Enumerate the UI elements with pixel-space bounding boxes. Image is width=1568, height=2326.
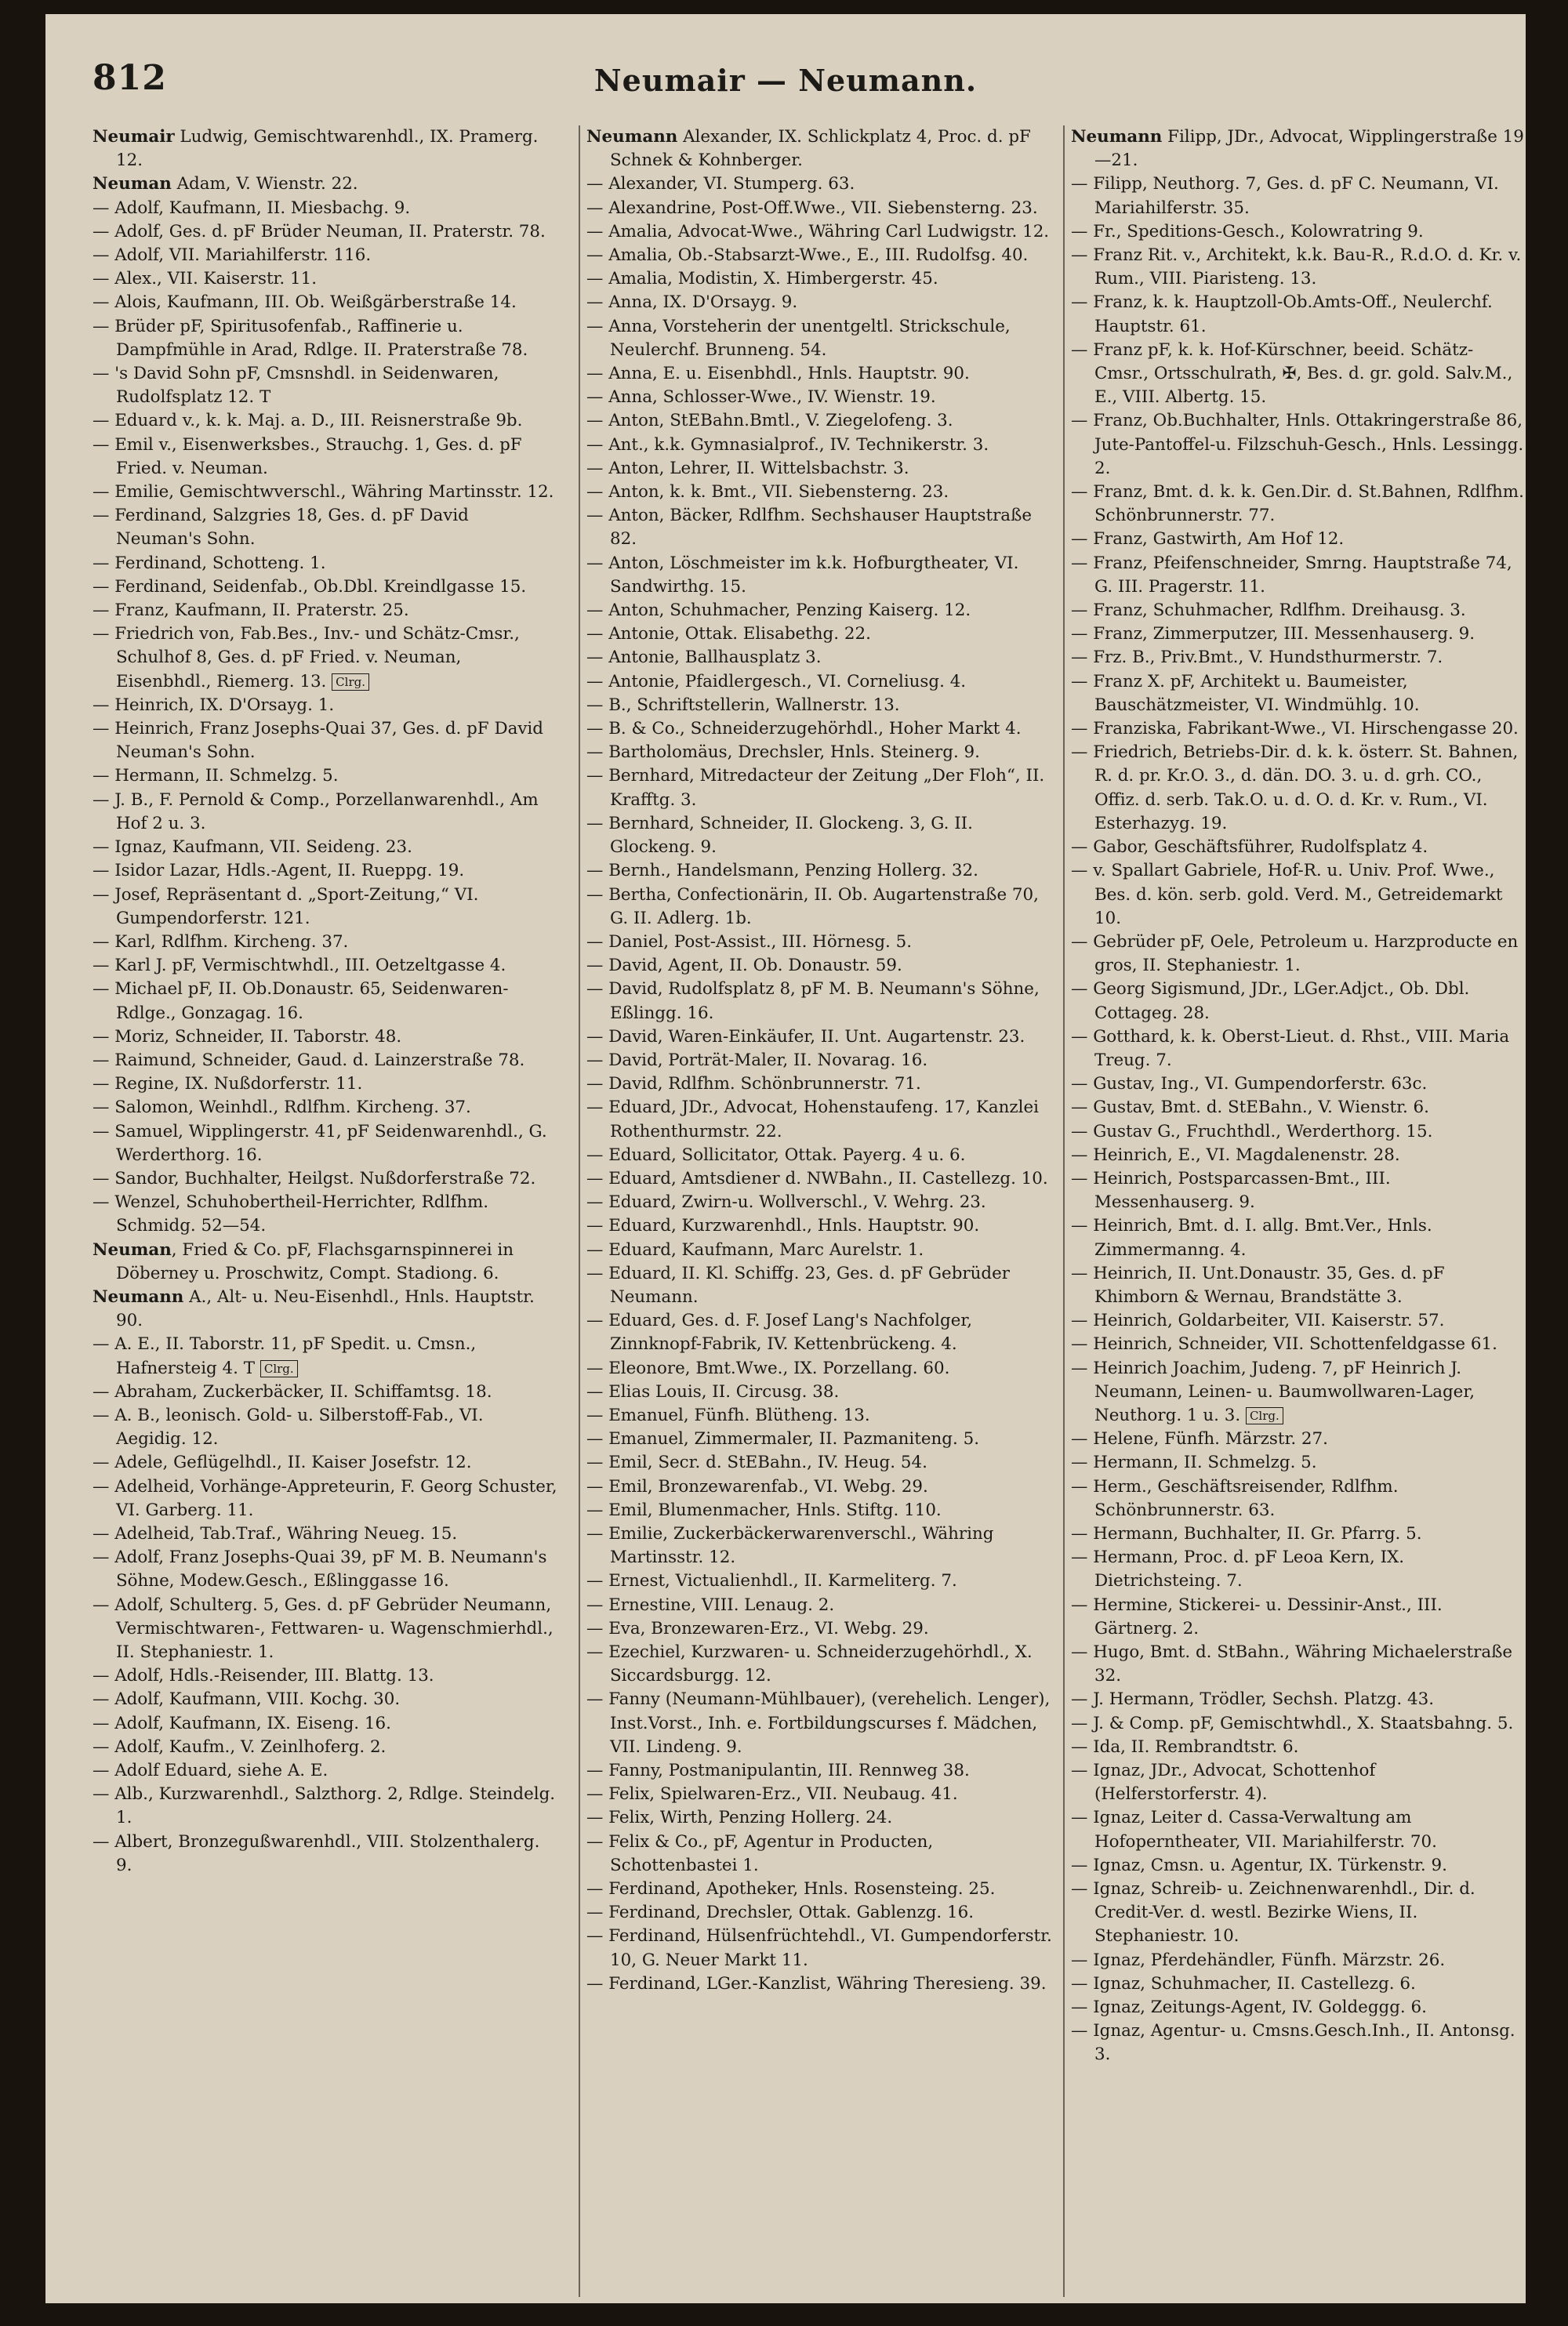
directory-entry: — Adelheid, Tab.Traf., Währing Neueg. 15. xyxy=(93,1523,458,1544)
directory-entry: — Elias Louis, II. Circusg. 38. xyxy=(586,1381,840,1402)
directory-entry: — Ignaz, Leiter d. Cassa-Verwaltung am Hofoperntheater, VII. Mariahilferstr. 70. xyxy=(1071,1808,1437,1852)
directory-entry: — Ida, II. Rembrandtstr. 6. xyxy=(1071,1736,1299,1757)
directory-entry: — Amalia, Ob.-Stabsarzt-Wwe., E., III. Rudolfsg. 40. xyxy=(586,245,1029,266)
directory-entry: — Franz, Kaufmann, II. Praterstr. 25. xyxy=(93,601,409,621)
directory-entry: — Hermann, II. Schmelzg. 5. xyxy=(1071,1453,1317,1473)
directory-entry: — J. B., F. Pernold & Comp., Porzellanwarenhdl., Am Hof 2 u. 3. xyxy=(93,789,539,833)
directory-entry: — Emilie, Zuckerbäckerwarenverschl., Währing Martinsstr. 12. xyxy=(586,1523,994,1568)
directory-entry: — Heinrich, IX. D'Orsayg. 1. xyxy=(93,695,335,715)
directory-entry: Neuman, Fried & Co. pF, Flachsgarnspinnerei in Döberney u. Proschwitz, Compt. Stadiong. 6. xyxy=(93,1239,514,1283)
directory-entry: — Salomon, Weinhdl., Rdlfhm. Kircheng. 37. xyxy=(93,1098,471,1118)
directory-entry: — Heinrich, Bmt. d. I. allg. Bmt.Ver., Hnls. Zimmermanng. 4. xyxy=(1071,1216,1432,1260)
directory-entry: — Eduard, II. Kl. Schiffg. 23, Ges. d. pF Gebrüder Neumann. xyxy=(586,1263,1010,1307)
directory-entry: — Gustav G., Fruchthdl., Werderthorg. 15. xyxy=(1071,1121,1433,1141)
directory-entry: — Emilie, Gemischtwverschl., Währing Martinsstr. 12. xyxy=(93,482,554,503)
directory-entry: — Franz pF, k. k. Hof-Kürschner, beeid. Schätz-Cmsr., Ortsschulrath, ✠, Bes. d. gr. gold. Salv.M., E., VIII. Albertg. 15. xyxy=(1071,339,1513,408)
directory-entry: — Ferdinand, Drechsler, Ottak. Gablenzg. 16. xyxy=(586,1903,975,1923)
directory-entry: — Fr., Speditions-Gesch., Kolowratring 9. xyxy=(1071,221,1424,241)
clrg-badge: Clrg. xyxy=(1246,1407,1283,1424)
directory-entry: — Ferdinand, Schotteng. 1. xyxy=(93,553,326,573)
directory-entry: — A. E., II. Taborstr. 11, pF Spedit. u. Cmsn., Hafnersteig 4. T Clrg. xyxy=(93,1334,477,1378)
directory-entry: Neumann A., Alt- u. Neu-Eisenhdl., Hnls. Hauptstr. 90. xyxy=(93,1286,535,1331)
directory-entry: — Alexander, VI. Stumperg. 63. xyxy=(586,174,855,194)
directory-entry: — Eleonore, Bmt.Wwe., IX. Porzellang. 60. xyxy=(586,1358,950,1378)
directory-entry: — Franziska, Fabrikant-Wwe., VI. Hirschengasse 20. xyxy=(1071,719,1519,739)
directory-entry: — Adolf, Kaufmann, IX. Eiseng. 16. xyxy=(93,1713,391,1733)
directory-entry: — Ignaz, Schreib- u. Zeichnenwarenhdl., Dir. d. Credit-Ver. d. westl. Bezirke Wiens, II. Stephaniestr. 10. xyxy=(1071,1879,1475,1947)
directory-entry: — Daniel, Post-Assist., III. Hörnesg. 5. xyxy=(586,931,913,952)
directory-entry: — J. & Comp. pF, Gemischtwhdl., X. Staatsbahng. 5. xyxy=(1071,1713,1514,1733)
directory-entry: — Emil, Blumenmacher, Hnls. Stiftg. 110. xyxy=(586,1500,942,1520)
directory-entry: — David, Agent, II. Ob. Donaustr. 59. xyxy=(586,956,902,976)
directory-entry: — Sandor, Buchhalter, Heilgst. Nußdorferstraße 72. xyxy=(93,1168,536,1188)
directory-entry: — Adelheid, Vorhänge-Appreteurin, F. Georg Schuster, VI. Garberg. 11. xyxy=(93,1476,557,1520)
directory-entry: — David, Rudolfsplatz 8, pF M. B. Neumann's Söhne, Eßlingg. 16. xyxy=(586,979,1040,1023)
directory-entry: — Adolf, Kaufmann, II. Miesbachg. 9. xyxy=(93,198,411,218)
directory-entry: — Wenzel, Schuhobertheil-Herrichter, Rdlfhm. Schmidg. 52—54. xyxy=(93,1192,489,1236)
directory-entry: — Abraham, Zuckerbäcker, II. Schiffamtsg. 18. xyxy=(93,1381,492,1402)
directory-entry: — Adele, Geflügelhdl., II. Kaiser Josefstr. 12. xyxy=(93,1453,472,1473)
directory-entry: — Bernhard, Schneider, II. Glockeng. 3, G. II. Glockeng. 9. xyxy=(586,813,973,858)
directory-entry: — Brüder pF, Spiritusofenfab., Raffinerie u. Dampfmühle in Arad, Rdlge. II. Praterstraße 78. xyxy=(93,316,528,360)
directory-entry: — Ignaz, Agentur- u. Cmsns.Gesch.Inh., II. Antonsg. 3. xyxy=(1071,2021,1515,2065)
directory-entry: — Herm., Geschäftsreisender, Rdlfhm. Schönbrunnerstr. 63. xyxy=(1071,1476,1399,1520)
directory-entry: — Eva, Bronzewaren-Erz., VI. Webg. 29. xyxy=(586,1618,929,1638)
directory-entry: — Adolf, Kaufmann, VIII. Kochg. 30. xyxy=(93,1689,401,1710)
directory-entry: — Alois, Kaufmann, III. Ob. Weißgärberstraße 14. xyxy=(93,292,517,313)
directory-entry: — David, Waren-Einkäufer, II. Unt. Augartenstr. 23. xyxy=(586,1026,1025,1047)
directory-entry: — Emil, Secr. d. StEBahn., IV. Heug. 54. xyxy=(586,1453,927,1473)
directory-entry: — Ernestine, VIII. Lenaug. 2. xyxy=(586,1595,835,1615)
directory-entry: — Albert, Bronzegußwarenhdl., VIII. Stolzenthalerg. 9. xyxy=(93,1831,540,1875)
directory-entry: — Adolf, Hdls.-Reisender, III. Blattg. 13. xyxy=(93,1666,434,1686)
directory-entry: — Ignaz, Kaufmann, VII. Seideng. 23. xyxy=(93,837,412,858)
directory-entry: — Ferdinand, LGer.-Kanzlist, Währing Theresieng. 39. xyxy=(586,1973,1047,1994)
directory-entry: — Isidor Lazar, Hdls.-Agent, II. Rueppg. 19. xyxy=(93,861,465,881)
directory-entry: — Franz, Gastwirth, Am Hof 12. xyxy=(1071,529,1345,550)
directory-entry: — Gabor, Geschäftsführer, Rudolfsplatz 4. xyxy=(1071,837,1428,858)
directory-entry: — Gustav, Bmt. d. StEBahn., V. Wienstr. 6. xyxy=(1071,1098,1429,1118)
directory-entry: — Friedrich, Betriebs-Dir. d. k. k. österr. St. Bahnen, R. d. pr. Kr.O. 3., d. dän. DO. 3. u. d. grh. CO., Offiz. d. serb. Tak.O. u. d. O. d. Kr. v. Rum., VI. Esterhazyg. 19. xyxy=(1071,742,1519,833)
directory-entry: Neumann Alexander, IX. Schlickplatz 4, Proc. d. pF Schnek & Kohnberger. xyxy=(586,127,1031,171)
directory-column-1 xyxy=(93,125,558,1878)
directory-entry: Neumann Filipp, JDr., Advocat, Wipplingerstraße 19—21. xyxy=(1071,127,1524,171)
directory-entry: — Michael pF, II. Ob.Donaustr. 65, Seidenwaren-Rdlge., Gonzagag. 16. xyxy=(93,979,509,1023)
page-number: 812 xyxy=(93,58,167,98)
directory-entry: — Emil, Bronzewarenfab., VI. Webg. 29. xyxy=(586,1476,928,1497)
directory-entry: — Franz, Zimmerputzer, III. Messenhauserg. 9. xyxy=(1071,624,1475,644)
directory-entry: — Adolf, Schulterg. 5, Ges. d. pF Gebrüder Neumann, Vermischtwaren-, Fettwaren- u. Wagenschmierhdl., II. Stephaniestr. 1. xyxy=(93,1595,554,1662)
directory-entry: — Alexandrine, Post-Off.Wwe., VII. Siebensterng. 23. xyxy=(586,198,1038,218)
directory-entry: — Adolf Eduard, siehe A. E. xyxy=(93,1761,328,1781)
directory-entry: — J. Hermann, Trödler, Sechsh. Platzg. 43. xyxy=(1071,1689,1435,1710)
directory-entry: — Fanny, Postmanipulantin, III. Rennweg 38. xyxy=(586,1761,970,1781)
directory-entry: — Adolf, Franz Josephs-Quai 39, pF M. B. Neumann's Söhne, Modew.Gesch., Eßlinggasse 16. xyxy=(93,1548,547,1591)
directory-entry: Neuman Adam, V. Wienstr. 22. xyxy=(93,174,358,194)
directory-entry: — 's David Sohn pF, Cmsnshdl. in Seidenwaren, Rudolfsplatz 12. T xyxy=(93,364,499,408)
directory-entry: — Anton, Schuhmacher, Penzing Kaiserg. 12. xyxy=(586,601,971,621)
directory-entry: — Antonie, Pfaidlergesch., VI. Corneliusg. 4. xyxy=(586,671,967,691)
directory-entry: — Adolf, Kaufm., V. Zeinlhoferg. 2. xyxy=(93,1736,387,1757)
directory-entry: — Filipp, Neuthorg. 7, Ges. d. pF C. Neumann, VI. Mariahilferstr. 35. xyxy=(1071,174,1499,218)
directory-entry: — Emanuel, Zimmermaler, II. Pazmaniteng. 5. xyxy=(586,1429,979,1450)
directory-entry: — Felix, Spielwaren-Erz., VII. Neubaug. 41. xyxy=(586,1784,958,1805)
directory-entry: — Bartholomäus, Drechsler, Hnls. Steinerg. 9. xyxy=(586,742,980,763)
directory-entry: — Gebrüder pF, Oele, Petroleum u. Harzproducte en gros, II. Stephaniestr. 1. xyxy=(1071,931,1519,976)
directory-entry: — David, Rdlfhm. Schönbrunnerstr. 71. xyxy=(586,1074,921,1094)
directory-entry: — Franz, Ob.Buchhalter, Hnls. Ottakringerstraße 86, Jute-Pantoffel-u. Filzschuh-Gesch., Hnls. Lessingg. 2. xyxy=(1071,411,1524,478)
directory-entry: — Ignaz, Pferdehändler, Fünfh. Märzstr. 26. xyxy=(1071,1950,1446,1970)
directory-entry: — Anton, Lehrer, II. Wittelsbachstr. 3. xyxy=(586,458,909,478)
directory-entry: — Franz Rit. v., Architekt, k.k. Bau-R., R.d.O. d. Kr. v. Rum., VIII. Piaristeng. 13. xyxy=(1071,245,1522,289)
directory-entry: — Gotthard, k. k. Oberst-Lieut. d. Rhst., VIII. Maria Treug. 7. xyxy=(1071,1026,1510,1070)
directory-entry: — Franz, Bmt. d. k. k. Gen.Dir. d. St.Bahnen, Rdlfhm. Schönbrunnerstr. 77. xyxy=(1071,482,1524,526)
clrg-badge: Clrg. xyxy=(332,673,369,691)
directory-entry: — Heinrich, Schneider, VII. Schottenfeldgasse 61. xyxy=(1071,1334,1497,1355)
directory-entry: — Bertha, Confectionärin, II. Ob. Augartenstraße 70, G. II. Adlerg. 1b. xyxy=(586,884,1039,928)
directory-entry: — Eduard, Amtsdiener d. NWBahn., II. Castellezg. 10. xyxy=(586,1168,1048,1188)
directory-entry: — Frz. B., Priv.Bmt., V. Hundsthurmerstr. 7. xyxy=(1071,648,1443,668)
directory-entry: — Amalia, Advocat-Wwe., Währing Carl Ludwigstr. 12. xyxy=(586,221,1050,241)
directory-entry: — Samuel, Wipplingerstr. 41, pF Seidenwarenhdl., G. Werderthorg. 16. xyxy=(93,1121,547,1165)
directory-entry: — Ignaz, JDr., Advocat, Schottenhof (Helferstorferstr. 4). xyxy=(1071,1761,1376,1805)
directory-entry: — Franz, k. k. Hauptzoll-Ob.Amts-Off., Neulerchf. Hauptstr. 61. xyxy=(1071,292,1493,336)
directory-entry: — Georg Sigismund, JDr., LGer.Adjct., Ob. Dbl. Cottageg. 28. xyxy=(1071,979,1470,1023)
directory-entry: — Adolf, Ges. d. pF Brüder Neuman, II. Praterstr. 78. xyxy=(93,221,546,241)
directory-entry: — Heinrich, Postsparcassen-Bmt., III. Messenhauserg. 9. xyxy=(1071,1168,1391,1213)
directory-entry: — Josef, Repräsentant d. „Sport-Zeitung,“ VI. Gumpendorferstr. 121. xyxy=(93,884,479,928)
directory-entry: — Ferdinand, Salzgries 18, Ges. d. pF David Neuman's Sohn. xyxy=(93,506,469,550)
directory-entry: — Ferdinand, Seidenfab., Ob.Dbl. Kreindlgasse 15. xyxy=(93,576,527,597)
directory-entry: — Emanuel, Fünfh. Blütheng. 13. xyxy=(586,1405,870,1425)
directory-entry: — Ezechiel, Kurzwaren- u. Schneiderzugehörhdl., X. Siccardsburgg. 12. xyxy=(586,1642,1033,1686)
directory-entry: — Anna, Vorsteherin der unentgeltl. Strickschule, Neulerchf. Brunneng. 54. xyxy=(586,316,1011,360)
directory-entry: — Hermann, II. Schmelzg. 5. xyxy=(93,766,339,786)
directory-entry: — Hermann, Buchhalter, II. Gr. Pfarrg. 5. xyxy=(1071,1523,1422,1544)
directory-entry: — Ant., k.k. Gymnasialprof., IV. Technikerstr. 3. xyxy=(586,434,989,455)
directory-entry: — Amalia, Modistin, X. Himbergerstr. 45. xyxy=(586,269,938,289)
directory-entry: — Heinrich, II. Unt.Donaustr. 35, Ges. d. pF Khimborn & Wernau, Brandstätte 3. xyxy=(1071,1263,1445,1307)
directory-entry: — Heinrich, E., VI. Magdalenenstr. 28. xyxy=(1071,1145,1400,1165)
directory-entry: — Heinrich, Franz Josephs-Quai 37, Ges. d. pF David Neuman's Sohn. xyxy=(93,719,543,763)
directory-column-3 xyxy=(1071,125,1526,2067)
directory-entry: — Heinrich Joachim, Judeng. 7, pF Heinrich J. Neumann, Leinen- u. Baumwollwaren-Lager, Neuthorg. 1 u. 3. Clrg. xyxy=(1071,1358,1475,1425)
directory-entry: — A. B., leonisch. Gold- u. Silberstoff-Fab., VI. Aegidig. 12. xyxy=(93,1405,484,1450)
directory-entry: — Alex., VII. Kaiserstr. 11. xyxy=(93,269,318,289)
directory-entry: — Karl J. pF, Vermischtwhdl., III. Oetzeltgasse 4. xyxy=(93,956,506,976)
directory-entry: — Hermine, Stickerei- u. Dessinir-Anst., III. Gärtnerg. 2. xyxy=(1071,1595,1443,1638)
directory-entry: — Eduard, Sollicitator, Ottak. Payerg. 4 u. 6. xyxy=(586,1145,966,1165)
directory-entry: — Felix & Co., pF, Agentur in Producten, Schottenbastei 1. xyxy=(586,1831,934,1875)
directory-entry: — Franz, Pfeifenschneider, Smrng. Hauptstraße 74, G. III. Pragerstr. 11. xyxy=(1071,553,1512,597)
directory-entry: — Ignaz, Schuhmacher, II. Castellezg. 6. xyxy=(1071,1973,1416,1994)
directory-column-2 xyxy=(586,125,1052,1996)
column-rule xyxy=(579,125,580,2297)
directory-entry: — Bernh., Handelsmann, Penzing Hollerg. 32. xyxy=(586,861,978,881)
directory-entry: — Friedrich von, Fab.Bes., Inv.- und Schätz-Cmsr., Schulhof 8, Ges. d. pF Fried. v. Neuman, Eisenbhdl., Riemerg. 13. Clrg. xyxy=(93,624,520,691)
directory-entry: — Eduard, JDr., Advocat, Hohenstaufeng. 17, Kanzlei Rothenthurmstr. 22. xyxy=(586,1098,1040,1141)
directory-entry: — Eduard, Kurzwarenhdl., Hnls. Hauptstr. 90. xyxy=(586,1216,980,1236)
directory-entry: — v. Spallart Gabriele, Hof-R. u. Univ. Prof. Wwe., Bes. d. kön. serb. gold. Verd. M., Getreidemarkt 10. xyxy=(1071,861,1503,928)
directory-entry: — Regine, IX. Nußdorferstr. 11. xyxy=(93,1074,363,1094)
directory-entry: — Eduard, Ges. d. F. Josef Lang's Nachfolger, Zinnknopf-Fabrik, IV. Kettenbrückeng. 4. xyxy=(586,1311,973,1355)
directory-entry: — Franz, Schuhmacher, Rdlfhm. Dreihausg. 3. xyxy=(1071,601,1466,621)
directory-entry: — Helene, Fünfh. Märzstr. 27. xyxy=(1071,1429,1328,1450)
directory-entry: — B. & Co., Schneiderzugehörhdl., Hoher Markt 4. xyxy=(586,719,1022,739)
directory-entry: — Anton, k. k. Bmt., VII. Siebensterng. 23. xyxy=(586,482,949,503)
directory-entry: — Anna, E. u. Eisenbhdl., Hnls. Hauptstr. 90. xyxy=(586,364,970,384)
directory-entry: — Karl, Rdlfhm. Kircheng. 37. xyxy=(93,931,349,952)
directory-page xyxy=(45,14,1526,2303)
directory-entry: — B., Schriftstellerin, Wallnerstr. 13. xyxy=(586,695,900,715)
directory-entry: — Ernest, Victualienhdl., II. Karmeliterg. 7. xyxy=(586,1571,957,1591)
directory-entry: — Anna, IX. D'Orsayg. 9. xyxy=(586,292,798,313)
directory-entry: Neumair Ludwig, Gemischtwarenhdl., IX. Pramerg. 12. xyxy=(93,127,539,171)
directory-entry: — Eduard, Kaufmann, Marc Aurelstr. 1. xyxy=(586,1239,924,1260)
directory-entry: — Bernhard, Mitredacteur der Zeitung „Der Floh“, II. Krafftg. 3. xyxy=(586,766,1045,810)
column-rule xyxy=(1063,125,1065,2297)
directory-entry: — Franz X. pF, Architekt u. Baumeister, Bauschätzmeister, VI. Windmühlg. 10. xyxy=(1071,671,1420,715)
directory-entry: — Eduard, Zwirn-u. Wollverschl., V. Wehrg. 23. xyxy=(586,1192,986,1213)
directory-entry: — Antonie, Ballhausplatz 3. xyxy=(586,648,822,668)
directory-entry: — Ferdinand, Apotheker, Hnls. Rosensteing. 25. xyxy=(586,1879,996,1900)
directory-entry: — David, Porträt-Maler, II. Novarag. 16. xyxy=(586,1050,928,1070)
directory-entry: — Adolf, VII. Mariahilferstr. 116. xyxy=(93,245,372,266)
directory-entry: — Emil v., Eisenwerksbes., Strauchg. 1, Ges. d. pF Fried. v. Neuman. xyxy=(93,434,522,478)
directory-entry: — Moriz, Schneider, II. Taborstr. 48. xyxy=(93,1026,402,1047)
directory-entry: — Fanny (Neumann-Mühlbauer), (verehelich. Lenger), Inst.Vorst., Inh. e. Fortbildungscurses f. Mädchen, VII. Lindeng. 9. xyxy=(586,1689,1051,1757)
clrg-badge: Clrg. xyxy=(260,1360,298,1377)
directory-entry: — Ferdinand, Hülsenfrüchtehdl., VI. Gumpendorferstr. 10, G. Neuer Markt 11. xyxy=(586,1926,1052,1970)
directory-entry: — Ignaz, Cmsn. u. Agentur, IX. Türkenstr. 9. xyxy=(1071,1855,1447,1875)
directory-entry: — Alb., Kurzwarenhdl., Salzthorg. 2, Rdlge. Steindelg. 1. xyxy=(93,1784,556,1828)
directory-entry: — Gustav, Ing., VI. Gumpendorferstr. 63c. xyxy=(1071,1074,1428,1094)
running-head: Neumair — Neumann. xyxy=(593,63,978,98)
directory-entry: — Felix, Wirth, Penzing Hollerg. 24. xyxy=(586,1808,893,1828)
directory-entry: — Raimund, Schneider, Gaud. d. Lainzerstraße 78. xyxy=(93,1050,525,1070)
directory-entry: — Hugo, Bmt. d. StBahn., Währing Michaelerstraße 32. xyxy=(1071,1642,1513,1686)
directory-entry: — Anton, StEBahn.Bmtl., V. Ziegelofeng. 3. xyxy=(586,411,953,431)
directory-entry: — Anton, Löschmeister im k.k. Hofburgtheater, VI. Sandwirthg. 15. xyxy=(586,553,1019,597)
directory-entry: — Ignaz, Zeitungs-Agent, IV. Goldeggg. 6. xyxy=(1071,1998,1427,2018)
directory-entry: — Antonie, Ottak. Elisabethg. 22. xyxy=(586,624,871,644)
directory-entry: — Eduard v., k. k. Maj. a. D., III. Reisnerstraße 9b. xyxy=(93,411,523,431)
directory-entry: — Hermann, Proc. d. pF Leoa Kern, IX. Dietrichsteing. 7. xyxy=(1071,1548,1405,1591)
directory-entry: — Heinrich, Goldarbeiter, VII. Kaiserstr. 57. xyxy=(1071,1311,1445,1331)
directory-entry: — Anton, Bäcker, Rdlfhm. Sechshauser Hauptstraße 82. xyxy=(586,506,1033,550)
directory-entry: — Anna, Schlosser-Wwe., IV. Wienstr. 19. xyxy=(586,387,936,408)
